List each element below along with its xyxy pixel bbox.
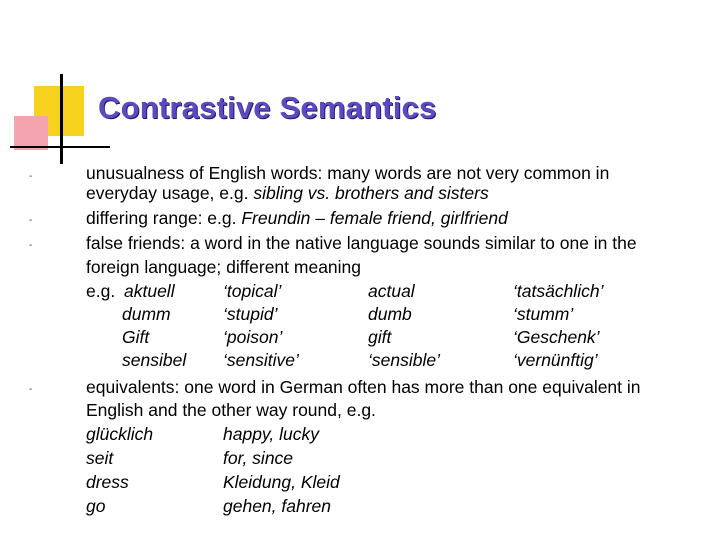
ff-german-word: sensibel — [122, 350, 187, 370]
ff-german-word: aktuell — [124, 281, 175, 301]
decor-vertical-line — [60, 74, 63, 164]
bullet-unusualness-line1: unusualness of English words: many words are not very common in — [86, 163, 610, 183]
eg-label: e.g. — [86, 281, 116, 301]
ff-english-word: gift — [368, 327, 392, 347]
ff-english-gloss: ‘vernünftig’ — [513, 350, 598, 370]
bullet-marker: - — [29, 171, 33, 182]
ff-german-gloss: ‘sensitive’ — [223, 350, 299, 370]
bullet-differing-text: differing range: e.g. — [86, 208, 242, 228]
eq-german-word: seit — [86, 448, 114, 468]
bullet-equivalents-line1: equivalents: one word in German often has more than one equivalent in — [86, 377, 641, 397]
bullet-differing-range — [86, 206, 508, 230]
bullet-false-friends-line1: false friends: a word in the native language sounds similar to one in the — [86, 233, 637, 253]
eq-german-word: glücklich — [86, 424, 154, 444]
ff-english-gloss: ‘tatsächlich’ — [513, 281, 604, 301]
eq-english-equivalents: for, since — [223, 448, 294, 468]
ff-english-gloss: ‘Geschenk’ — [513, 327, 600, 347]
ff-german-word: Gift — [122, 327, 150, 347]
eq-english-equivalents: gehen, fahren — [223, 496, 332, 516]
ff-english-word: actual — [368, 281, 415, 301]
ff-german-gloss: ‘topical’ — [223, 281, 282, 301]
bullet-marker: - — [29, 240, 33, 251]
bullet-differing-example: Freundin – female friend, girlfriend — [241, 208, 508, 228]
ff-german-word: dumm — [122, 304, 171, 324]
bullet-unusualness-text: everyday usage, e.g. — [86, 183, 254, 203]
decor-pink-square — [14, 116, 48, 150]
bullet-unusualness-line2 — [86, 181, 489, 205]
ff-english-word: ‘sensible’ — [368, 350, 440, 370]
eq-english-equivalents: happy, lucky — [223, 424, 319, 444]
ff-english-gloss: ‘stumm’ — [513, 304, 574, 324]
eq-english-equivalents: Kleidung, Kleid — [223, 472, 340, 492]
bullet-unusualness-example: sibling vs. brothers and sisters — [253, 183, 489, 203]
bullet-equivalents-line2: English and the other way round, e.g. — [86, 400, 376, 420]
ff-english-word: dumb — [368, 304, 412, 324]
bullet-marker: - — [29, 215, 33, 226]
ff-german-gloss: ‘stupid’ — [223, 304, 278, 324]
decor-horizontal-line — [10, 146, 110, 148]
slide-title: Contrastive Semantics — [98, 90, 437, 125]
bullet-marker: - — [29, 384, 33, 395]
ff-german-gloss: ‘poison’ — [223, 327, 283, 347]
eq-german-word: dress — [86, 472, 129, 492]
eq-german-word: go — [86, 496, 106, 516]
bullet-false-friends-line2: foreign language; different meaning — [86, 257, 362, 277]
